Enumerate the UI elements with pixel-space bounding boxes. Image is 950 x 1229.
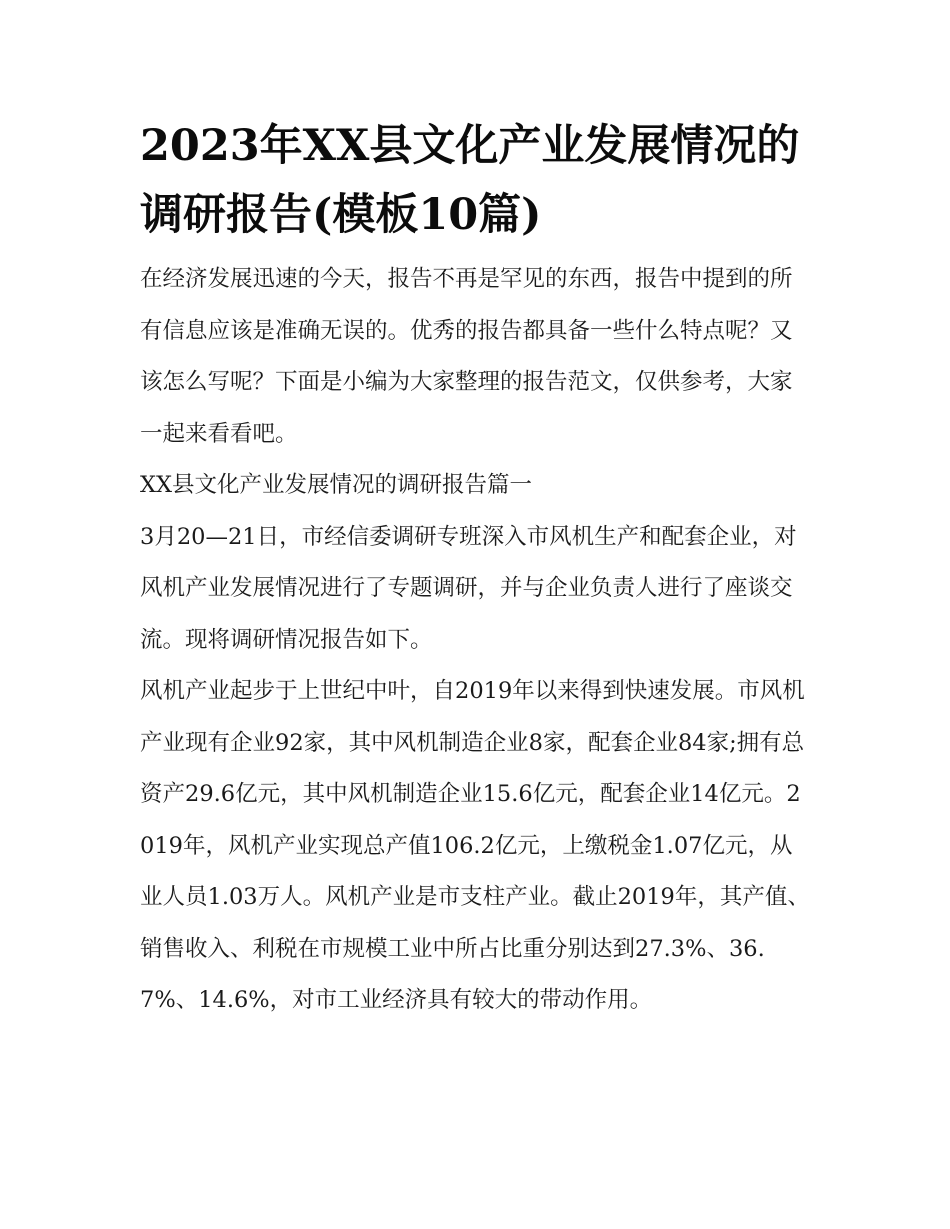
document-title: 2023年XX县文化产业发展情况的调研报告(模板10篇) — [140, 121, 800, 240]
body-paragraph-2: 风机产业起步于上世纪中叶，自2019年以来得到快速发展。市风机产业现有企业92家，其中风机制造企业8家，配套企业84家;拥有总资产29.6亿元，其中风机制造企业15.6亿元，配套企业14亿元。2019年，风机产业实现总产值106.2亿元，上缴税金1.07亿元，从业人员1.03万人。风机产业是市支柱产业。截止2019年，其产值、销售收入、利税在市规模工业中所占比重分别达到27.3%、36.7%、14.6%，对市工业经济具有较大的带动作用。 — [140, 678, 810, 1013]
body-paragraph-1: 3月20—21日，市经信委调研专班深入市风机生产和配套企业，对风机产业发展情况进行了专题调研，并与企业负责人进行了座谈交流。现将调研情况报告如下。 — [140, 523, 797, 653]
intro-paragraph: 在经济发展迅速的今天，报告不再是罕见的东西，报告中提到的所有信息应该是准确无误的。优秀的报告都具备一些什么特点呢？又该怎么写呢？下面是小编为大家整理的报告范文，仅供参考，大家一起来看看吧。 — [140, 266, 793, 447]
document-body — [140, 112, 812, 1027]
section-heading: XX县文化产业发展情况的调研报告篇一 — [140, 472, 533, 498]
